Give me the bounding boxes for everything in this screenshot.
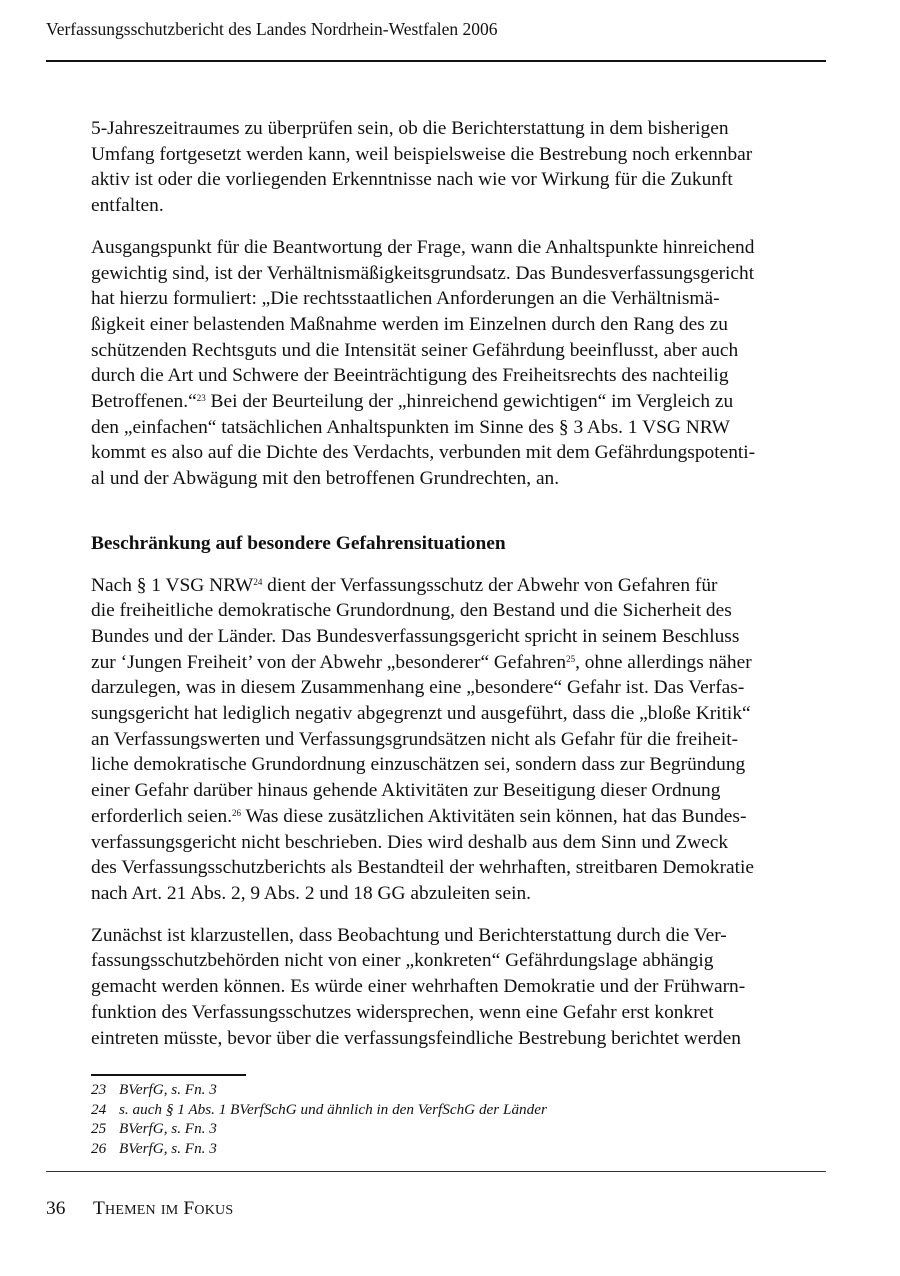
text-line: den „einfachen“ tatsächlichen Anhaltspunkten im Sinne des § 3 Abs. 1 VSG NRW	[91, 416, 730, 438]
text-segment: zur ‘Jungen Freiheit’ von der Abwehr „besonderer“ Gefahren	[91, 651, 567, 673]
text-segment: Was diese zusätzlichen Aktivitäten sein können, hat das Bundes-	[241, 805, 747, 827]
footnote-number: 26	[91, 1139, 107, 1157]
text-line: sungsgericht hat lediglich negativ abgegrenzt und ausgeführt, dass die „bloße Kritik“	[91, 703, 751, 725]
footnote-25	[91, 1119, 831, 1139]
paragraph-2	[91, 235, 831, 492]
text-segment: Bei der Beurteilung der „hinreichend gewichtigen“ im Vergleich zu	[205, 391, 734, 413]
footnote-ref-25[interactable]: 25	[566, 653, 576, 664]
page-footer	[46, 1197, 233, 1221]
text-line: aktiv ist oder die vorliegenden Erkenntnisse nach wie vor Wirkung für die Zukunft	[91, 169, 733, 191]
text-line: Umfang fortgesetzt werden kann, weil beispielsweise die Bestrebung noch erkennbar	[91, 143, 753, 165]
text-line: Bundes und der Länder. Das Bundesverfassungsgericht spricht in seinem Beschluss	[91, 625, 740, 647]
paragraph-3	[91, 573, 831, 907]
text-line: darzulegen, was in diesem Zusammenhang eine „besondere“ Gefahr ist. Das Verfas-	[91, 677, 745, 699]
footnote-text: s. auch § 1 Abs. 1 BVerfSchG und ähnlich in den VerfSchG der Länder	[119, 1100, 547, 1118]
footer-rule	[46, 1171, 826, 1172]
text-line: al und der Abwägung mit den betroffenen Grundrechten, an.	[91, 468, 560, 490]
footnote-number: 25	[91, 1120, 107, 1137]
text-segment: Betroffenen.“	[91, 391, 197, 413]
footnotes	[91, 1080, 831, 1158]
text-line: ßigkeit einer belastenden Maßnahme werden im Einzelnen durch den Rang des zu	[91, 313, 728, 335]
footnote-text: BVerfG, s. Fn. 3	[119, 1120, 217, 1137]
text-line: entfalten.	[91, 195, 164, 217]
footnote-26	[91, 1139, 831, 1159]
header-rule	[46, 60, 826, 62]
text-line: funktion des Verfassungsschutzes widersprechen, wenn eine Gefahr erst konkret	[91, 1001, 714, 1023]
text-line: Ausgangspunkt für die Beantwortung der Frage, wann die Anhaltspunkte hinreichend	[91, 236, 755, 258]
text-line: des Verfassungsschutzberichts als Bestandteil der wehrhaften, streitbaren Demokratie	[91, 857, 755, 879]
text-line	[91, 804, 831, 830]
text-line: liche demokratische Grundordnung einzuschätzen sei, sondern dass zur Begründung	[91, 754, 746, 776]
text-line: die freiheitliche demokratische Grundordnung, den Bestand und die Sicherheit des	[91, 600, 732, 622]
footnote-24	[91, 1100, 831, 1120]
running-header: Verfassungsschutzbericht des Landes Nordrhein-Westfalen 2006	[46, 19, 498, 39]
footnote-23	[91, 1080, 831, 1100]
body-text	[91, 116, 831, 1051]
footnote-text: BVerfG, s. Fn. 3	[119, 1081, 217, 1098]
text-line: eintreten müsste, bevor über die verfassungsfeindliche Bestrebung berichtet werden	[91, 1027, 741, 1049]
paragraph-1	[91, 116, 831, 219]
footnote-ref-23[interactable]: 23	[196, 393, 206, 404]
footnote-number: 23	[91, 1081, 107, 1098]
footer-section-title: Themen im Fokus	[93, 1198, 234, 1219]
footnote-number: 24	[91, 1100, 107, 1118]
text-line: durch die Art und Schwere der Beeinträchtigung des Freiheitsrechts des nachteilig	[91, 365, 729, 387]
text-line: an Verfassungswerten und Verfassungsgrundsätzen nicht als Gefahr für die freiheit-	[91, 728, 739, 750]
text-segment: dient der Verfassungsschutz der Abwehr von Gefahren für	[262, 574, 718, 596]
footnote-ref-24[interactable]: 24	[253, 576, 263, 587]
text-line: hat hierzu formuliert: „Die rechtsstaatlichen Anforderungen an die Verhältnismä-	[91, 288, 720, 310]
text-line	[91, 573, 831, 599]
text-segment: , ohne allerdings näher	[575, 651, 752, 673]
text-segment: erforderlich seien.	[91, 805, 233, 827]
text-segment: Nach § 1 VSG NRW	[91, 574, 254, 596]
text-line: gemacht werden können. Es würde einer wehrhaften Demokratie und der Frühwarn-	[91, 976, 746, 998]
text-line: gewichtig sind, ist der Verhältnismäßigkeitsgrundsatz. Das Bundesverfassungsgericht	[91, 262, 755, 284]
text-line: fassungsschutzbehörden nicht von einer „konkreten“ Gefährdungslage abhängig	[91, 950, 714, 972]
section-heading: Beschränkung auf besondere Gefahrensituationen	[91, 532, 506, 554]
text-line: 5-Jahreszeitraumes zu überprüfen sein, ob die Berichterstattung in dem bisherigen	[91, 118, 729, 139]
footnote-ref-26[interactable]: 26	[232, 807, 242, 818]
text-line: schützenden Rechtsguts und die Intensität seiner Gefährdung beeinflusst, aber auch	[91, 339, 739, 361]
footnote-text: BVerfG, s. Fn. 3	[119, 1139, 217, 1157]
paragraph-4	[91, 923, 831, 1052]
text-line: kommt es also auf die Dichte des Verdachts, verbunden mit dem Gefährdungspotenti-	[91, 442, 756, 464]
text-line: Zunächst ist klarzustellen, dass Beobachtung und Berichterstattung durch die Ver-	[91, 924, 727, 946]
text-line	[91, 650, 831, 676]
text-line: verfassungsgericht nicht beschrieben. Dies wird deshalb aus dem Sinn und Zweck	[91, 831, 729, 853]
text-line: nach Art. 21 Abs. 2, 9 Abs. 2 und 18 GG abzuleiten sein.	[91, 882, 532, 904]
page-number: 36	[46, 1198, 66, 1219]
text-line	[91, 389, 831, 415]
footnote-rule	[91, 1074, 246, 1076]
text-line: einer Gefahr darüber hinaus gehende Aktivitäten zur Beseitigung dieser Ordnung	[91, 780, 721, 802]
